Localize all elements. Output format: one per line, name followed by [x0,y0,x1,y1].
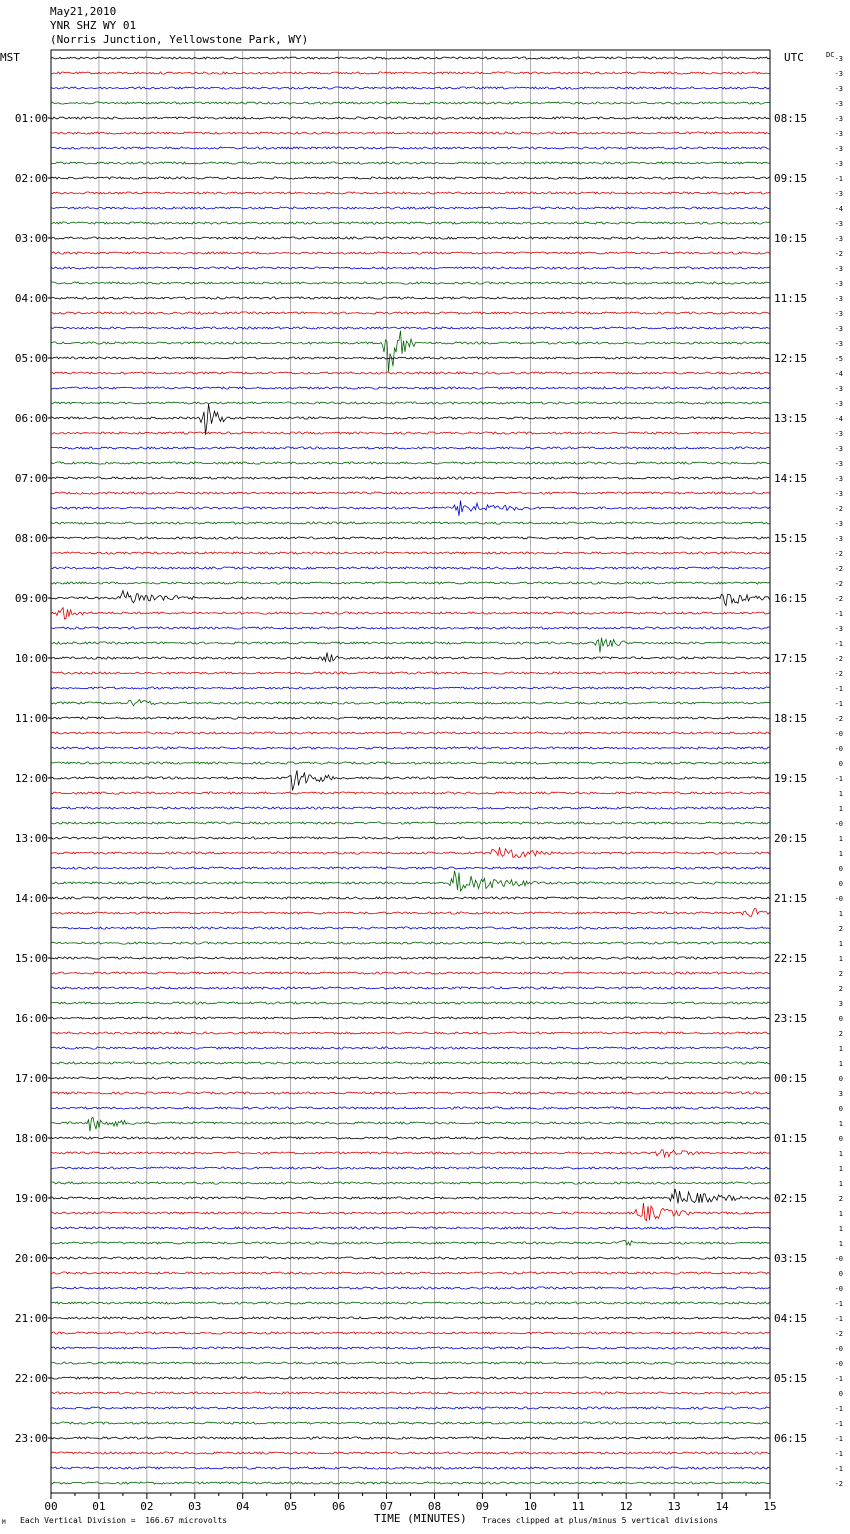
seismic-trace [51,117,770,119]
dc-offset-label: -3 [834,115,843,123]
seismic-trace [51,792,770,794]
dc-offset-label: -3 [834,265,843,273]
dc-offset-label: 1 [838,1150,843,1158]
dc-offset-label: -1 [834,1450,843,1458]
dc-offset-label: 1 [838,1060,843,1068]
seismic-trace [51,462,770,464]
mst-hour-label: 15:00 [14,952,48,965]
seismic-trace [51,1317,770,1319]
seismic-trace [51,492,770,494]
seismic-trace [51,477,770,479]
location-label: (Norris Junction, Yellowstone Park, WY) [50,33,309,46]
dc-offset-label: 2 [838,970,843,978]
dc-offset-label: -2 [834,595,843,603]
dc-offset-label: 1 [838,1120,843,1128]
seismic-trace [51,162,770,164]
dc-offset-label: -1 [834,175,843,183]
seismic-trace [51,402,770,404]
dc-offset-label: -0 [834,1360,843,1368]
mst-hour-label: 04:00 [14,292,48,305]
mst-hour-label: 17:00 [14,1072,48,1085]
x-tick-label: 12 [619,1500,633,1513]
dc-offset-label: -1 [834,1465,843,1473]
utc-hour-label: 10:15 [774,232,808,245]
seismic-trace [51,770,770,790]
dc-offset-label: 1 [838,835,843,843]
utc-hour-label: 13:15 [774,412,808,425]
utc-hour-label: 02:15 [774,1192,808,1205]
dc-offset-label: -3 [834,235,843,243]
seismic-trace [51,404,770,435]
dc-offset-label: -3 [834,460,843,468]
dc-offset-label: 0 [838,880,843,888]
dc-offset-label: -2 [834,655,843,663]
dc-offset-label: 2 [838,1195,843,1203]
dc-offset-label: -1 [834,685,843,693]
dc-offset-label: 1 [838,790,843,798]
dc-offset-label: -2 [834,1480,843,1488]
mst-hour-label: 09:00 [14,592,48,605]
x-tick-label: 00 [44,1500,58,1513]
dc-offset-label: -3 [834,400,843,408]
x-tick-label: 07 [379,1500,394,1513]
mst-hour-label: 20:00 [14,1252,48,1265]
seismic-trace [51,1302,770,1304]
dc-offset-label: 1 [838,1240,843,1248]
seismic-trace [51,1467,770,1469]
dc-offset-label: -1 [834,1375,843,1383]
seismic-trace [51,747,770,749]
seismic-trace [51,1107,770,1109]
seismic-trace [51,222,770,224]
dc-offset-label: 0 [838,865,843,873]
dc-offset-label: -3 [834,130,843,138]
dc-offset-label: -3 [834,190,843,198]
mst-hour-label: 06:00 [14,412,48,425]
seismic-trace [51,1137,770,1139]
mst-hour-label: 05:00 [14,352,48,365]
seismic-trace [51,537,770,539]
seismic-trace [51,267,770,269]
seismic-trace [51,927,770,929]
seismic-trace [51,732,770,734]
seismic-trace [51,871,770,891]
seismic-trace [51,608,770,619]
seismic-trace [51,987,770,989]
x-tick-label: 04 [236,1500,250,1513]
x-tick-label: 15 [763,1500,777,1513]
dc-offset-label: -1 [834,1405,843,1413]
seismic-trace [51,1422,770,1424]
dc-offset-label: -0 [834,895,843,903]
seismic-trace [51,1437,770,1439]
dc-offset-label: 1 [838,910,843,918]
x-tick-label: 13 [667,1500,681,1513]
utc-hour-label: 00:15 [774,1072,808,1085]
utc-hour-label: 03:15 [774,1252,808,1265]
mst-hour-label: 16:00 [14,1012,48,1025]
seismic-trace [51,1077,770,1079]
seismic-trace [51,357,770,359]
utc-hour-label: 22:15 [774,952,808,965]
utc-hour-label: 01:15 [774,1132,808,1145]
seismic-trace [51,652,770,661]
dc-offset-label: -3 [834,340,843,348]
seismic-trace [51,1332,770,1334]
seismic-trace [51,57,770,59]
seismic-trace [51,1377,770,1379]
dc-offset-label: -0 [834,745,843,753]
dc-offset-label: -3 [834,70,843,78]
dc-offset-label: -2 [834,565,843,573]
utc-hour-label: 12:15 [774,352,808,365]
mst-hour-label: 14:00 [14,892,48,905]
seismic-trace [51,867,770,869]
dc-offset-label: 0 [838,760,843,768]
dc-offset-label: -2 [834,250,843,258]
dc-offset-label: -1 [834,640,843,648]
dc-offset-label: 1 [838,955,843,963]
dc-offset-label: -3 [834,325,843,333]
mst-hour-label: 07:00 [14,472,48,485]
seismic-trace [51,687,770,689]
seismic-trace [51,1227,770,1229]
seismic-trace [51,1002,770,1004]
seismic-trace [51,822,770,824]
seismic-trace [51,331,770,372]
seismic-trace [51,897,770,899]
seismic-trace [51,717,770,719]
mst-hour-label: 18:00 [14,1132,48,1145]
seismic-trace [51,1257,770,1259]
utc-hour-label: 11:15 [774,292,808,305]
utc-hour-label: 18:15 [774,712,808,725]
dc-offset-label: -0 [834,1285,843,1293]
seismic-trace [51,699,770,705]
dc-offset-label: 2 [838,925,843,933]
seismic-trace [51,147,770,149]
mst-hour-label: 11:00 [14,712,48,725]
utc-hour-label: 09:15 [774,172,808,185]
dc-offset-label: 1 [838,850,843,858]
seismic-trace [51,638,770,653]
dc-offset-label: -1 [834,700,843,708]
utc-hour-label: 04:15 [774,1312,808,1325]
dc-offset-label: -1 [834,1420,843,1428]
seismic-trace [51,942,770,944]
seismic-trace [51,1347,770,1349]
mst-hour-label: 01:00 [14,112,48,125]
dc-offset-label: -3 [834,160,843,168]
dc-offset-label: -1 [834,1315,843,1323]
dc-offset-label: 2 [838,985,843,993]
dc-offset-label: 1 [838,1225,843,1233]
dc-offset-label: -2 [834,505,843,513]
dc-offset-label: 0 [838,1015,843,1023]
seismic-trace [51,102,770,104]
corner-mark: M [2,1519,6,1526]
date-label: May21,2010 [50,5,117,18]
seismic-trace [51,447,770,449]
utc-hour-label: 20:15 [774,832,808,845]
utc-hour-label: 05:15 [774,1372,808,1385]
dc-offset-label: 0 [838,1135,843,1143]
dc-offset-label: -3 [834,385,843,393]
seismic-trace [51,1017,770,1019]
seismic-trace [51,1362,770,1364]
seismic-trace [51,237,770,239]
seismic-trace [51,672,770,674]
dc-offset-label: -0 [834,1345,843,1353]
seismic-trace [51,252,770,254]
dc-offset-label: -3 [834,55,843,63]
seismic-trace [51,1062,770,1064]
dc-offset-label: -3 [834,295,843,303]
dc-offset-label: 1 [838,1180,843,1188]
dc-offset-label: -2 [834,715,843,723]
left-timezone-label: MST [0,51,20,64]
utc-hour-label: 19:15 [774,772,808,785]
utc-hour-label: 14:15 [774,472,808,485]
dc-offset-label: -2 [834,550,843,558]
utc-hour-label: 08:15 [774,112,808,125]
dc-label: DC [826,51,835,59]
dc-offset-label: -3 [834,100,843,108]
station-label: YNR SHZ WY 01 [50,19,137,32]
seismic-trace [51,972,770,974]
seismic-trace [51,312,770,314]
seismic-trace [51,1047,770,1049]
dc-offset-label: -1 [834,775,843,783]
x-tick-label: 02 [140,1500,154,1513]
seismic-trace [51,582,770,584]
dc-offset-label: 1 [838,940,843,948]
dc-offset-label: 0 [838,1270,843,1278]
seismic-trace [51,87,770,89]
seismic-trace [51,132,770,134]
seismic-trace [51,1150,770,1157]
seismic-trace [51,1407,770,1409]
seismic-trace [51,1032,770,1034]
seismic-trace [51,957,770,959]
dc-offset-label: 0 [838,1390,843,1398]
mst-hour-label: 08:00 [14,532,48,545]
dc-offset-label: -3 [834,535,843,543]
seismic-trace [51,807,770,809]
seismic-trace [51,552,770,554]
dc-offset-label: 1 [838,1165,843,1173]
seismic-trace [51,522,770,524]
seismic-trace [51,432,770,434]
traces [51,57,770,1484]
seismic-trace [51,327,770,329]
seismic-trace [51,837,770,839]
seismic-trace [51,1240,770,1245]
dc-offset-label: -0 [834,820,843,828]
seismic-trace [51,72,770,74]
dc-offset-label: -3 [834,520,843,528]
seismic-trace [51,1117,770,1131]
mst-hour-label: 19:00 [14,1192,48,1205]
dc-offset-label: 0 [838,1075,843,1083]
mst-hour-label: 21:00 [14,1312,48,1325]
utc-hour-label: 23:15 [774,1012,808,1025]
plot-frame [51,50,770,1493]
seismic-trace [51,1272,770,1274]
dc-offset-label: -3 [834,475,843,483]
mst-hour-label: 03:00 [14,232,48,245]
dc-offset-label: -1 [834,1435,843,1443]
x-tick-label: 10 [523,1500,537,1513]
utc-hour-label: 21:15 [774,892,808,905]
seismic-trace [51,1287,770,1289]
dc-offset-label: 1 [838,805,843,813]
seismic-trace [51,1167,770,1169]
dc-offset-label: 0 [838,1105,843,1113]
utc-hour-label: 06:15 [774,1432,808,1445]
dc-offset-label: -0 [834,730,843,738]
seismic-trace [51,591,770,606]
dc-offset-label: 2 [838,1030,843,1038]
utc-hour-label: 15:15 [774,532,808,545]
seismic-trace [51,1452,770,1454]
dc-offset-label: -1 [834,1300,843,1308]
dc-offset-label: -3 [834,145,843,153]
utc-hour-label: 17:15 [774,652,808,665]
x-tick-label: 08 [427,1500,442,1513]
seismic-trace [51,1392,770,1394]
seismic-trace [51,282,770,284]
dc-offset-label: -2 [834,580,843,588]
seismic-trace [51,627,770,629]
dc-offset-label: -2 [834,1330,843,1338]
clip-note: Traces clipped at plus/minus 5 vertical divisions [482,1516,719,1525]
x-tick-label: 03 [188,1500,202,1513]
utc-hour-label: 16:15 [774,592,808,605]
dc-offset-label: -1 [834,610,843,618]
dc-offset-label: -3 [834,490,843,498]
mst-hour-label: 13:00 [14,832,48,845]
seismic-trace [51,372,770,374]
dc-offset-label: -3 [834,220,843,228]
dc-offset-label: -3 [834,625,843,633]
dc-offset-label: -4 [834,205,843,213]
x-tick-label: 05 [284,1500,298,1513]
seismic-trace [51,1182,770,1184]
x-tick-label: 11 [571,1500,585,1513]
seismic-trace [51,297,770,299]
seismic-trace [51,177,770,179]
seismic-trace [51,567,770,569]
dc-offset-label: 1 [838,1210,843,1218]
dc-offset-label: -4 [834,370,843,378]
seismic-trace [51,762,770,764]
right-timezone-label: UTC [784,51,804,64]
dc-offset-label: -3 [834,430,843,438]
seismic-trace [51,387,770,389]
seismic-trace [51,207,770,209]
mst-hour-label: 12:00 [14,772,48,785]
dc-offset-label: -3 [834,85,843,93]
dc-offset-label: -5 [834,355,843,363]
x-tick-label: 14 [715,1500,729,1513]
x-tick-label: 06 [331,1500,346,1513]
mst-hour-label: 22:00 [14,1372,48,1385]
dc-offset-label: -2 [834,670,843,678]
seismic-trace [51,1092,770,1094]
seismic-trace [51,847,770,857]
seismic-trace [51,1482,770,1484]
dc-offset-label: -3 [834,310,843,318]
axis-labels [15,55,843,1513]
seismic-trace [51,1189,770,1204]
x-tick-label: 09 [475,1500,490,1513]
scale-note: Each Vertical Division = 166.67 microvolts [20,1516,228,1525]
dc-offset-label: 3 [838,1000,843,1008]
seismic-trace [51,192,770,194]
dc-offset-label: 3 [838,1090,843,1098]
dc-offset-label: -3 [834,280,843,288]
dc-offset-label: 1 [838,1045,843,1053]
mst-hour-label: 23:00 [14,1432,48,1445]
dc-offset-label: -0 [834,1255,843,1263]
dc-offset-label: -4 [834,415,843,423]
seismic-trace [51,909,770,917]
mst-hour-label: 10:00 [14,652,48,665]
seismic-trace [51,1203,770,1221]
x-axis-label: TIME (MINUTES) [374,1512,467,1525]
dc-offset-label: -3 [834,445,843,453]
mst-hour-label: 02:00 [14,172,48,185]
seismic-trace [51,500,770,516]
x-tick-label: 01 [92,1500,106,1513]
